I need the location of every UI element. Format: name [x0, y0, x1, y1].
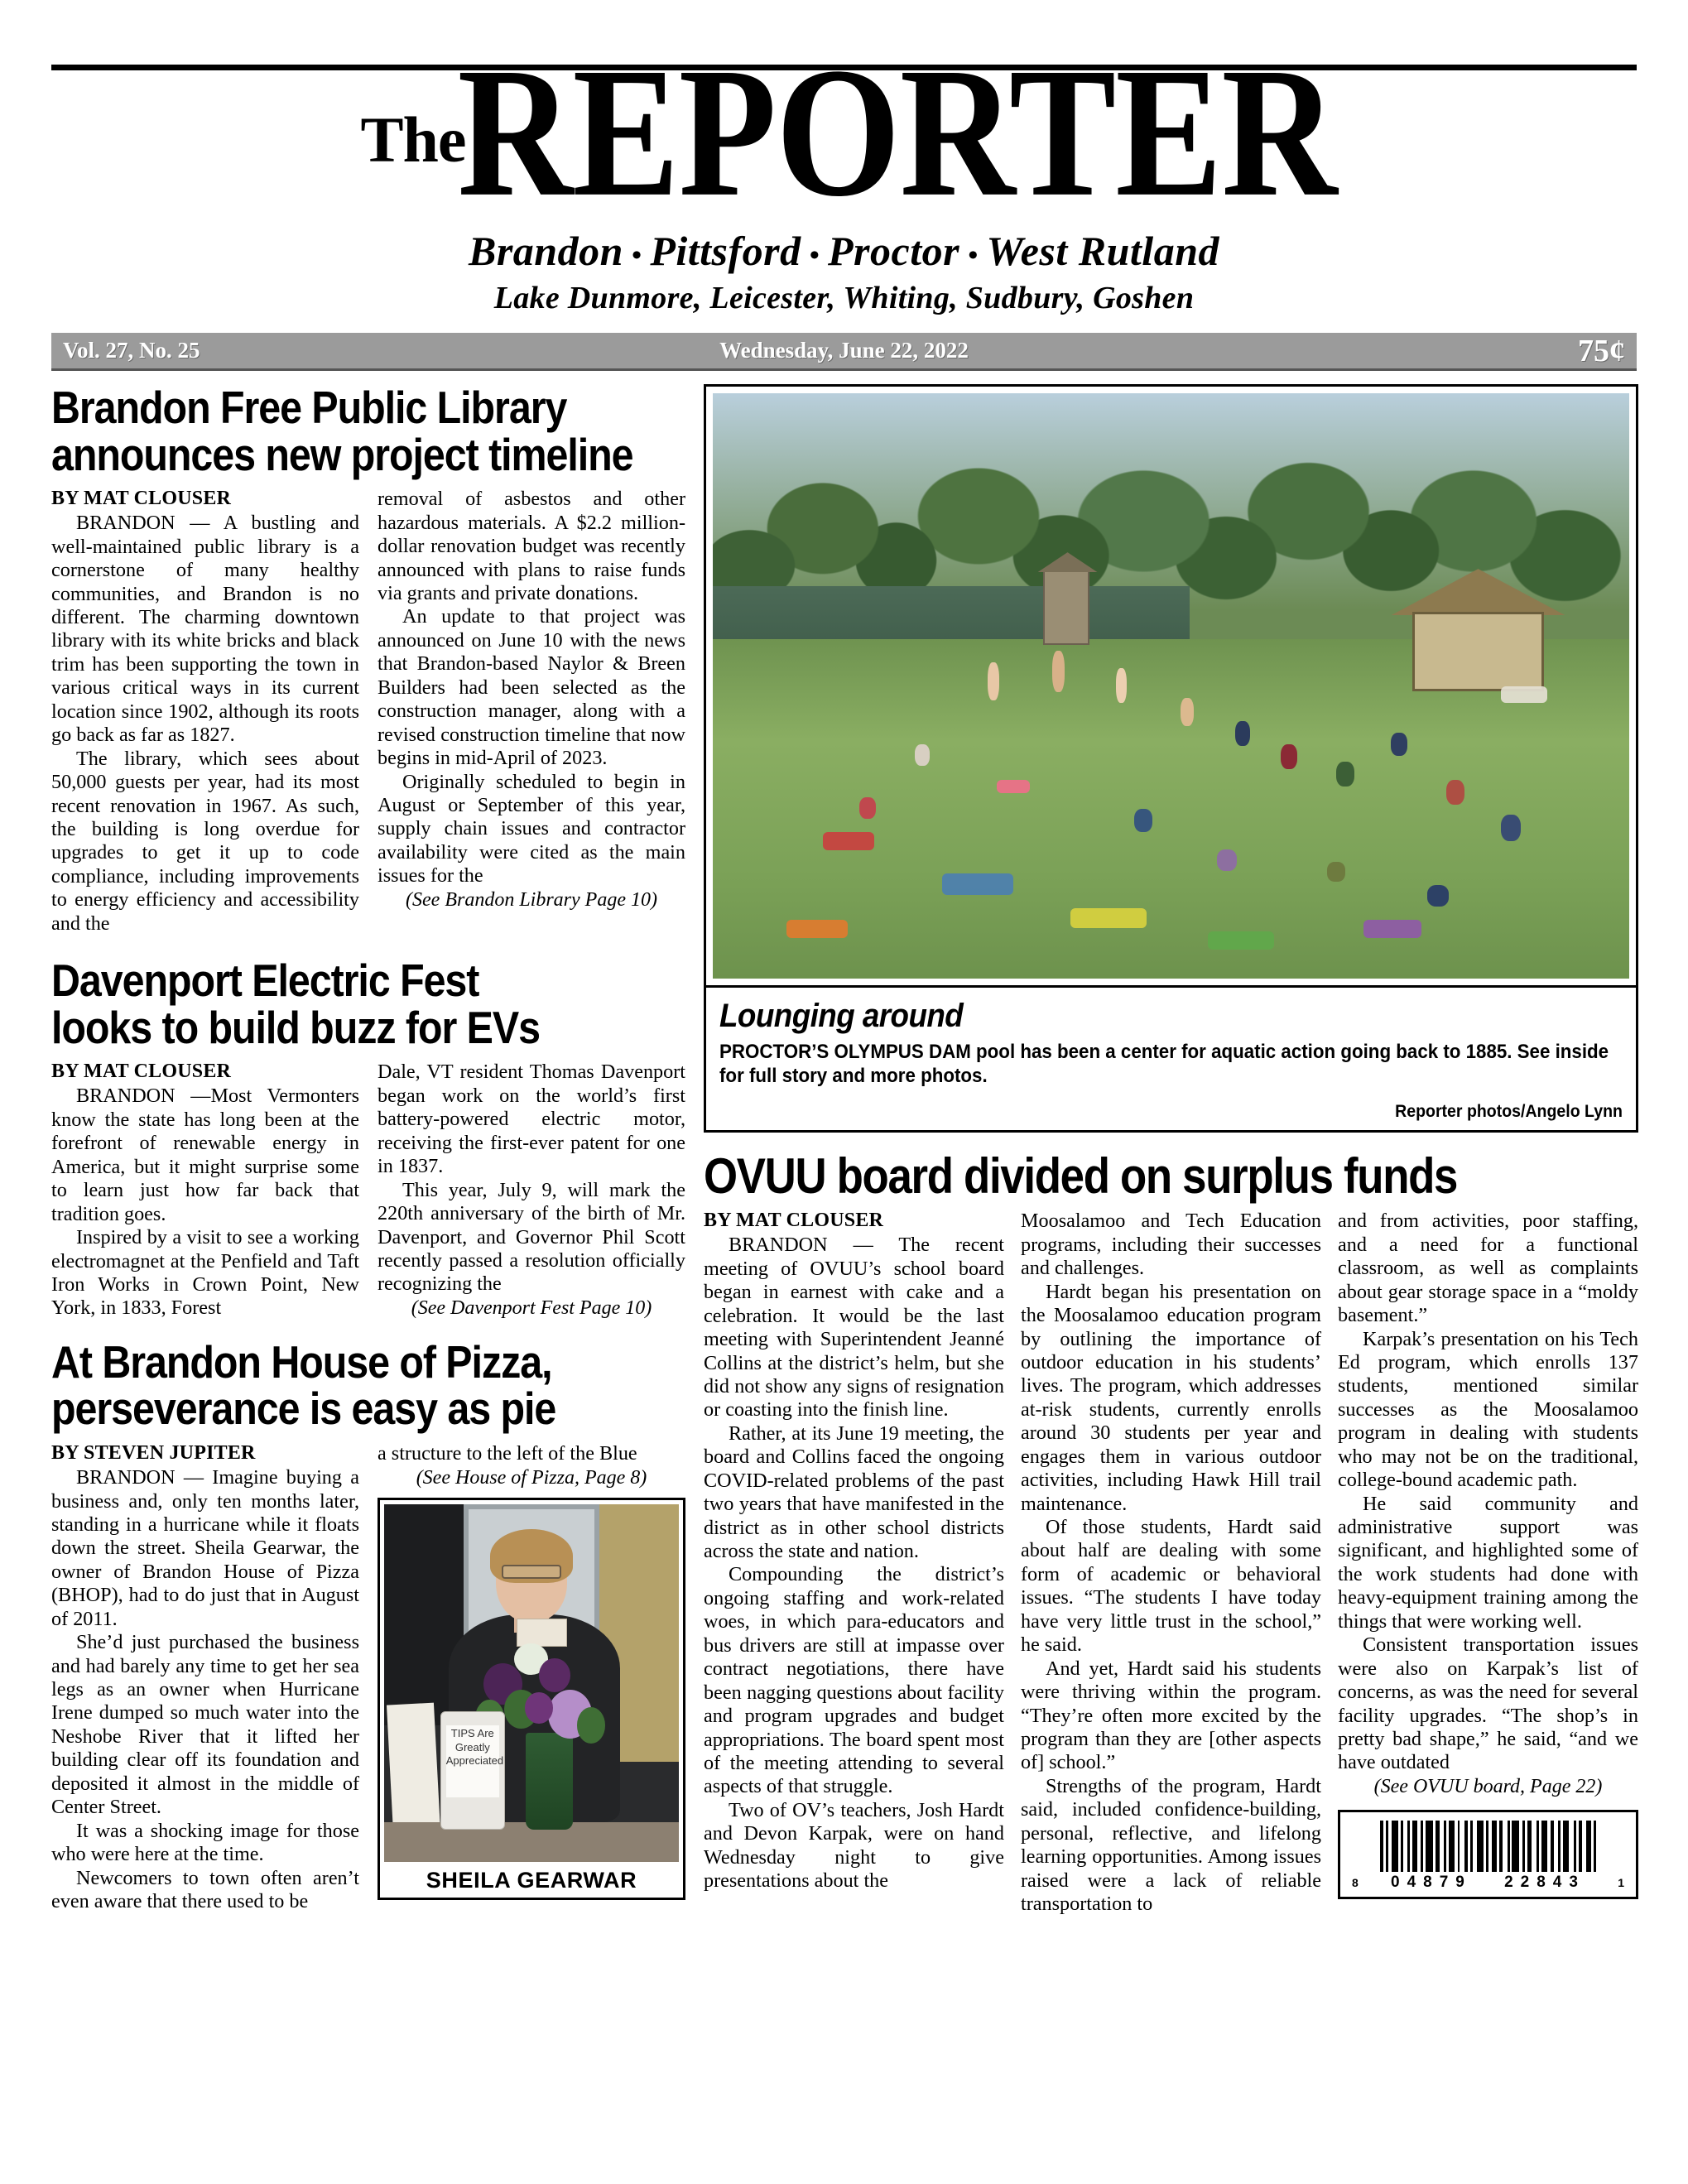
library-jump-line[interactable]: (See Brandon Library Page 10) — [406, 888, 657, 911]
davenport-column-1 — [51, 1061, 359, 1320]
davenport-para-2: Inspired by a visit to see a working electromagnet at the Penfield and Taft Iron Works in Crown Point, New York, in 1833, Forest — [51, 1226, 359, 1320]
ovuu-para-12: He said community and administrative support was significant, and highlighted some of the work students had done with heavy-equipment training among the things that were working well. — [1338, 1492, 1638, 1633]
headline-davenport-line2[interactable]: looks to build buzz for EVs — [51, 1001, 540, 1053]
library-para-5: Originally scheduled to begin in August or September of this year, supply chain issues and contractor availability were cited as the main issues for the — [378, 770, 685, 888]
headline-ovuu[interactable]: OVUU board divided on surplus funds — [704, 1147, 1458, 1204]
photo-person-glasses — [502, 1565, 560, 1579]
barcode-left-digit: 8 — [1352, 1875, 1359, 1889]
photo-beachgoers — [713, 393, 1629, 979]
ovuu-para-1: BRANDON — The recent meeting of OVUU’s school board began in earnest with cake and a celebration. It would be the last meeting with Superintendent Jeanné Collins at the district’s helm, but she did not show any signs of resignation or coasting into the finish line. — [704, 1234, 1004, 1422]
masthead-title-line — [51, 30, 1637, 236]
bullet-icon: • — [968, 239, 979, 271]
photo-caption-text: PROCTOR’S OLYMPUS DAM pool has been a center for aquatic action going back to 1885. See inside for full story and more photos. — [719, 1041, 1609, 1088]
article-house-of-pizza — [51, 1335, 685, 1914]
article-ovuu-board — [704, 1147, 1638, 1917]
ovuu-para-11: Karpak’s presentation on his Tech Ed program, which enrolls 137 students, mentioned similar successes as the Moosalamoo program in dealing with students who may not be on the traditional, college-bound academic path. — [1338, 1327, 1638, 1492]
davenport-para-4: This year, July 9, will mark the 220th anniversary of the birth of Mr. Davenport, and Governor Phil Scott recently passed a resolution officially recognizing the — [378, 1178, 685, 1296]
ovuu-para-4: Two of OV’s teachers, Josh Hardt and Devon Karpak, were on hand Wednesday night to give presentations about the — [704, 1798, 1004, 1893]
barcode-bars — [1349, 1821, 1628, 1872]
library-column-1 — [51, 488, 359, 936]
davenport-para-1: BRANDON —Most Vermonters know the state has long been at the forefront of renewable energy in America, but it might surprise some to learn just how far back that tradition goes. — [51, 1085, 359, 1225]
barcode-right-digit: 1 — [1618, 1875, 1624, 1889]
main-photo-frame — [704, 384, 1638, 988]
masthead-the: The — [360, 103, 466, 176]
pizza-jump-line[interactable]: (See House of Pizza, Page 8) — [416, 1466, 647, 1489]
folio-bar — [51, 333, 1637, 371]
masthead-reporter: REPORTER — [457, 30, 1336, 236]
pizza-para-2: She’d just purchased the business and had barely any time to get her sea legs as an owner when Hurricane Irene dumped so much water into the Neshobe River that it lifted her building clear off its foundation and deposited it almost in the middle of Center Street. — [51, 1631, 359, 1819]
ovuu-para-3: Compounding the district’s ongoing staffing and work-related woes, in which para-educators and bus drivers are still at impasse over contract negotiations, there have been nagging questions about facility and program upgrades and budget appropriations. The board spent most of the meeting attending to several aspects of that struggle. — [704, 1563, 1004, 1798]
ovuu-jump-line[interactable]: (See OVUU board, Page 22) — [1373, 1775, 1603, 1797]
sheila-photo-frame — [378, 1498, 685, 1900]
masthead-town-0: Brandon — [468, 228, 623, 274]
ovuu-para-9: Strengths of the program, Hardt said, included confidence-building, personal, reflective, and lifelong learning opportunities. Among issues raised were a lack of reliable transportation to — [1021, 1774, 1321, 1916]
content-grid — [51, 384, 1637, 1916]
bullet-icon: • — [631, 239, 642, 271]
ovuu-para-8: And yet, Hardt said his students were thriving within the program. “They’re often more excited by the program than they are [other aspects of] school.” — [1021, 1657, 1321, 1774]
main-photo-olympus-dam-pool — [713, 393, 1629, 979]
davenport-para-3: Dale, VT resident Thomas Davenport began work on the world’s first battery-powered electric motor, receiving the first-ever patent for one in 1837. — [378, 1061, 685, 1178]
pizza-col2-lead: a structure to the left of the Blue — [378, 1442, 637, 1465]
bullet-icon: • — [809, 239, 820, 271]
library-para-4: An update to that project was announced on June 10 with the news that Brandon-based Naylor & Breen Builders had been selected as the construction manager, along with a revised construction timeline that now begins in mid-April of 2023. — [378, 605, 685, 770]
photo-kicker: Lounging around — [719, 998, 964, 1034]
article-brandon-library — [51, 384, 685, 936]
masthead — [51, 30, 1637, 316]
pizza-para-3: It was a shocking image for those who were here at the time. — [51, 1819, 359, 1866]
headline-pizza-line2[interactable]: perseverance is easy as pie — [51, 1383, 556, 1435]
pizza-column-1 — [51, 1442, 359, 1913]
library-para-3: removal of asbestos and other hazardous materials. A $2.2 million-dollar renovation budget was recently announced with plans to raise funds via grants and private donations. — [378, 488, 685, 605]
ovuu-column-1 — [704, 1210, 1004, 1916]
byline-davenport: BY MAT CLOUSER — [51, 1061, 232, 1083]
folio-price: 75¢ — [1578, 333, 1625, 368]
davenport-columns — [51, 1061, 685, 1320]
folio-date: Wednesday, June 22, 2022 — [719, 338, 969, 363]
right-column-stack — [685, 384, 1638, 1916]
ovuu-para-10: and from activities, poor staffing, and a need for a functional classroom, as well as complaints about gear storage space in a “moldy basement.” — [1338, 1210, 1638, 1327]
byline-library: BY MAT CLOUSER — [51, 488, 232, 510]
ovuu-para-7: Of those students, Hardt said about half are dealing with some form of academic or behavioral issues. “The students I have today have very little trust in the school,” he said. — [1021, 1516, 1321, 1657]
sheila-photo — [384, 1504, 679, 1862]
library-column-2 — [378, 488, 685, 936]
davenport-jump-line[interactable]: (See Davenport Fest Page 10) — [411, 1296, 652, 1319]
ovuu-column-3 — [1338, 1210, 1638, 1916]
pizza-para-4: Newcomers to town often aren’t even aware that there used to be — [51, 1866, 359, 1912]
masthead-town-3: West Rutland — [986, 228, 1220, 274]
library-para-1: BRANDON — A bustling and well-maintained public library is a cornerstone of many healthy communities, and Brandon is no different. The charming downtown library with its white bricks and black trim has been supporting the town in various critical ways in its current location since 1902, although its roots go back as far as 1827. — [51, 512, 359, 747]
photo-credit: Reporter photos/Angelo Lynn — [1395, 1101, 1623, 1121]
ovuu-para-13: Consistent transportation issues were also on Karpak’s list of concerns, as was the need for several facility upgrades. “The shop’s in pretty bad shape,” he said, “and we have outdated — [1338, 1633, 1638, 1774]
ovuu-columns — [704, 1210, 1638, 1916]
masthead-town-1: Pittsford — [650, 228, 801, 274]
masthead-town-2: Proctor — [828, 228, 960, 274]
main-photo-caption-block — [704, 988, 1638, 1133]
folio-volume: Vol. 27, No. 25 — [63, 338, 200, 363]
photo-menu-sheet — [387, 1703, 440, 1834]
headline-davenport-line1[interactable]: Davenport Electric Fest — [51, 955, 479, 1007]
sheila-photo-caption: SHEILA GEARWAR — [426, 1867, 637, 1893]
headline-library-line1[interactable]: Brandon Free Public Library — [51, 382, 567, 433]
headline-library-line2[interactable]: announces new project timeline — [51, 428, 633, 480]
masthead-villages: Lake Dunmore, Leicester, Whiting, Sudbury, Goshen — [493, 281, 1195, 315]
ovuu-para-2: Rather, at its June 19 meeting, the board and Collins faced the ongoing COVID-related problems of the past two years that have manifested in the district as in other school districts across the state and nation. — [704, 1422, 1004, 1563]
byline-ovuu: BY MAT CLOUSER — [704, 1210, 884, 1232]
ovuu-column-2 — [1021, 1210, 1321, 1916]
pizza-columns — [51, 1442, 685, 1913]
barcode-digits — [1349, 1872, 1628, 1893]
article-davenport-fest — [51, 957, 685, 1321]
pizza-para-1: BRANDON — Imagine buying a business and, only ten months later, standing in a hurricane while it floats down the street. Sheila Gearwar, the owner of Brandon House of Pizza (BHOP), had to do just that in August of 2011. — [51, 1466, 359, 1630]
library-para-2: The library, which sees about 50,000 guests per year, had its most recent renovation in 1967. As such, the building is long overdue for upgrades to get it up to code compliance, including improvements to energy efficiency and accessibility and the — [51, 747, 359, 935]
byline-pizza: BY STEVEN JUPITER — [51, 1442, 256, 1465]
photo-tip-jar-label: TIPS Are Greatly Appreciated — [446, 1725, 499, 1797]
barcode-group-1: 04879 — [1391, 1873, 1472, 1891]
pizza-column-2 — [378, 1442, 685, 1913]
library-columns — [51, 488, 685, 936]
left-column-stack — [51, 384, 685, 1916]
davenport-column-2 — [378, 1061, 685, 1320]
newspaper-front-page — [0, 30, 1688, 2184]
ovuu-para-6: Hardt began his presentation on the Moosalamoo education program by outlining the importance of outdoor education in his students’ lives. The program, which addresses at-risk students, currently enrolls around 30 students per year and engages them in various outdoor activities, including Hawk Hill trail maintenance. — [1021, 1280, 1321, 1515]
barcode — [1338, 1810, 1638, 1899]
barcode-group-2: 22843 — [1504, 1873, 1585, 1891]
ovuu-para-5: Moosalamoo and Tech Education programs, including their successes and challenges. — [1021, 1210, 1321, 1280]
headline-pizza-line1[interactable]: At Brandon House of Pizza, — [51, 1335, 552, 1388]
